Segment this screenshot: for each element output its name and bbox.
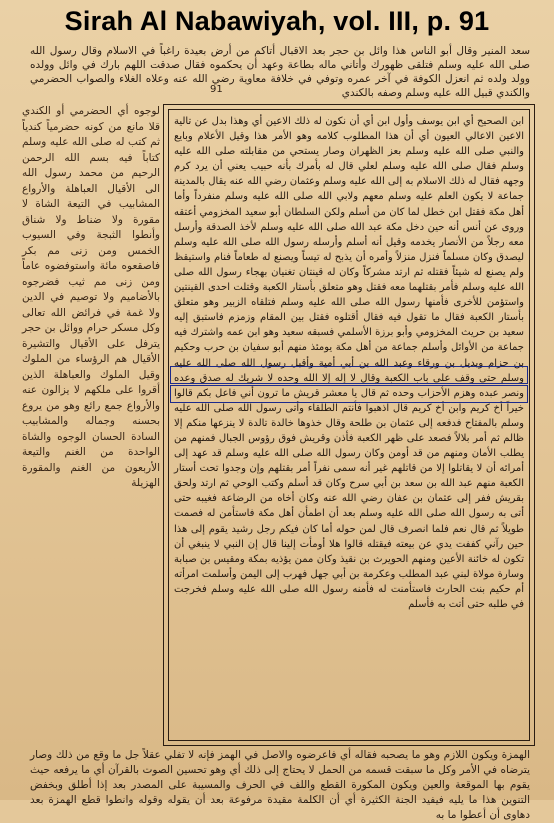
margin-commentary: لوجوه أي الحضرمي أو الكندي قلا مانع من كونه حضرمياً كندياً ثم كتب له صلى الله عليه وسلم كتاباً فيه بسم الله الرحمن الرحيم من محمد رسول الله الى الأقيال العباهلة والأرواع المشابيب في التيعة الشاة لا مقورة ولا ضناط ولا شناق وأنطوا الثبجة وفي السيوب الخمس ومن زنى مم بكر فاصقعوه مائة واستوفضوه عاماً ومن زنى مم ثيب فضرجوه بالأضاميم ولا توصيم في الدين ولا غمة في فرائض الله تعالى وكل مسكر حرام ووائل بن حجر يترفل على الأقيال والتشيرة الأقيال هم الرؤساء من الملوك وقيل الملوك والعباهلة الذين أقروا على ملكهم لا يزالون عنه والأرواع جمع رائع وهو من يروع بحسنه وجماله والمشابيب السادة الحسان الوجوه والشاة الواحدة من الغنم والتيعة الأربعون من الغنم والمقورة الهزيلة: [22, 105, 160, 489]
main-text-block: ابن الصحيح أي ابن يوسف وأول ابن أي أن نكون له ذلك الاعين أي وهذا بدل عن تالية الاعين الاعالي العيون أي أن هذا المطلوب كلامه وهو الأمر هذا وقيل الأعلام وبايع والنبي صلى الله عليه وسلم بعز الظهران وصار يستحي من مقابلته صلى الله عليه وسلم فقال صلى الله عليه وسلم لعلي قال له بأمرك بأنه حبيب يعني أن يرد كرم وجهه فقال له ذلك الاسلام به إلى الله عليه وسلم وعثمان رضي الله عنه يقال بالمدينة جماعة لا يكون العلم عليه وسلم معهم ولابي الله صلى الله عليه وسلم منفرداً وأما أهل مكة فقتل ابن خطل لما كان من أسلم ولكن السلطان أبو سعيد المخزومي أعتقه وروى عن أنس أنه حين دخل مكة عبد الله صلى الله عليه وسلم لأخذ الصدقة وأرسل معه رجلاً من الأنصار يخدمه وقيل أنه أسلم وأرسله رسول الله صلى الله عليه وسلم ليصدق وكان مسلماً فنزل منزلاً وأمره أن يذبح له تيساً ويصنع له طعاماً فنام واستيقظ ولم يصنع له شيئاً فقتله ثم ارتد مشركاً وكان له قينتان تغنيان بهجاء رسول الله صلى الله عليه وسلم فأمر بقتلهما معه فقتل وهو متعلق بأستار الكعبة وقتلت احدى القينتين واستؤمن للأخرى فأمنها رسول الله صلى الله عليه وسلم فتلقاه الزبير وهو متعلق بأستار الكعبة فقال ما تقول فيه فقال أقتلوه فقتل بين المقام وزمزم فاستبق إليه سعيد بن حريث المخزومي وأبو برزة الأسلمي فسبقه سعيد وهو ابن عمه واشترك فيه جماعة من الأوائل وأسلم جماعة من أهل مكة يومئذ منهم أبو سفيان بن حرب وحكيم بن حزام وبديل بن ورقاء وعبد الله بن أبي أمية وأقبل رسول الله صلى الله عليه وسلم حتى وقف على باب الكعبة وقال لا إله إلا الله وحده لا شريك له صدق وعده ونصر عبده وهزم الأحزاب وحده ثم قال يا معشر قريش ما ترون أني فاعل بكم قالوا خيراً أخ كريم وابن أخ كريم قال اذهبوا فأنتم الطلقاء وأتى رسول الله صلى الله عليه وسلم بالمفتاح فدفعه إلى عثمان بن طلحة وقال خذوها خالدة تالدة لا ينزعها منكم إلا ظالم ثم أمر بلالاً فصعد على ظهر الكعبة فأذن وقريش فوق رؤوس الجبال فمنهم من يطلب الأمان ومنهم من قد أومن وكان رسول الله صلى الله عليه وسلم قد عهد إلى أمرائه أن لا يقاتلوا إلا من قاتلهم غير أنه سمى نفراً أمر بقتلهم وإن وجدوا تحت أستار الكعبة منهم عبد الله بن سعد بن أبي سرح وكان قد أسلم وكتب الوحي ثم ارتد ولحق بقريش ففر إلى عثمان بن عفان رضي الله عنه وكان أخاه من الرضاعة فغيبه حتى أتى به رسول الله صلى الله عليه وسلم بعد أن اطمأن أهل مكة فاستأمن له فصمت طويلاً ثم قال نعم فلما انصرف قال لمن حوله أما كان فيكم رجل رشيد يقوم إلى هذا حين رآني كففت يدي عن بيعته فيقتله قالوا هلا أومأت إلينا قال إن النبي لا ينبغي أن تكون له خائنة الأعين ومنهم الحويرث بن نقيذ وكان ممن يؤذيه بمكة ومقيس بن صبابة وسارة مولاة لبني عبد المطلب وعكرمة بن أبي جهل فهرب إلى اليمن وأسلمت امرأته أم حكيم بنت الحارث فاستأمنت له فأمنه رسول الله صلى الله عليه وسلم فخرجت في طلبه حتى أتت به فأسلم: [174, 116, 524, 610]
page-title: Sirah Al Nabawiyah, vol. III, p. 91: [64, 6, 490, 36]
footer-paragraph: الهمزة ويكون اللازم وهو ما يصحبه فقاله أي فاعرضوه والاصل في الهمز فإنه لا تفلي عقلاً جل ما وقع من ذلك وصار يترضاه في الأمر وكل ما سبقت قسمه من الحمل لا يحتاج إلى ذلك أي وهو تحسين الصوت بالقرآن أي ما يرفعه حيث يقوم بها الموقعة والعين ويكون المكورة القطع واللف في الحرف والمسيبة على المصدر بعد إذا أطلق وبخفض التنوين هذا ما يليه فيفيد الجنة الكثيرة أي أن الكلمة مقيدة مرفوعة بعد أن يقوله وقوله وانطوا قطع الهمزة بعد دهاوى أن أعطوا ما به: [30, 749, 530, 821]
header-paragraph: سعد المنير وقال أبو الناس هذا وائل بن حجر بعد الاقبال أتاكم من أرض بعيدة راغباً في الاسلام وقال رسول الله صلى الله عليه وسلم فتلقى ظهورك وأتاني ماله بطاعة وعهد أن يحكموه فقال صدقت اللهم بارك في وائل وولده وولد ولده ثم انعزل الكوفة في آخر عمره وتوفي في خلافة معاوية رضي الله عنه وعلاه الغلاء والصواب الحضرمي والكندي قبيل الله عليه وسلم وصفه بالكندي: [30, 45, 530, 99]
highlight-box-2: [170, 385, 528, 403]
page-number: 91: [210, 84, 223, 95]
highlight-box-1: [170, 366, 528, 384]
